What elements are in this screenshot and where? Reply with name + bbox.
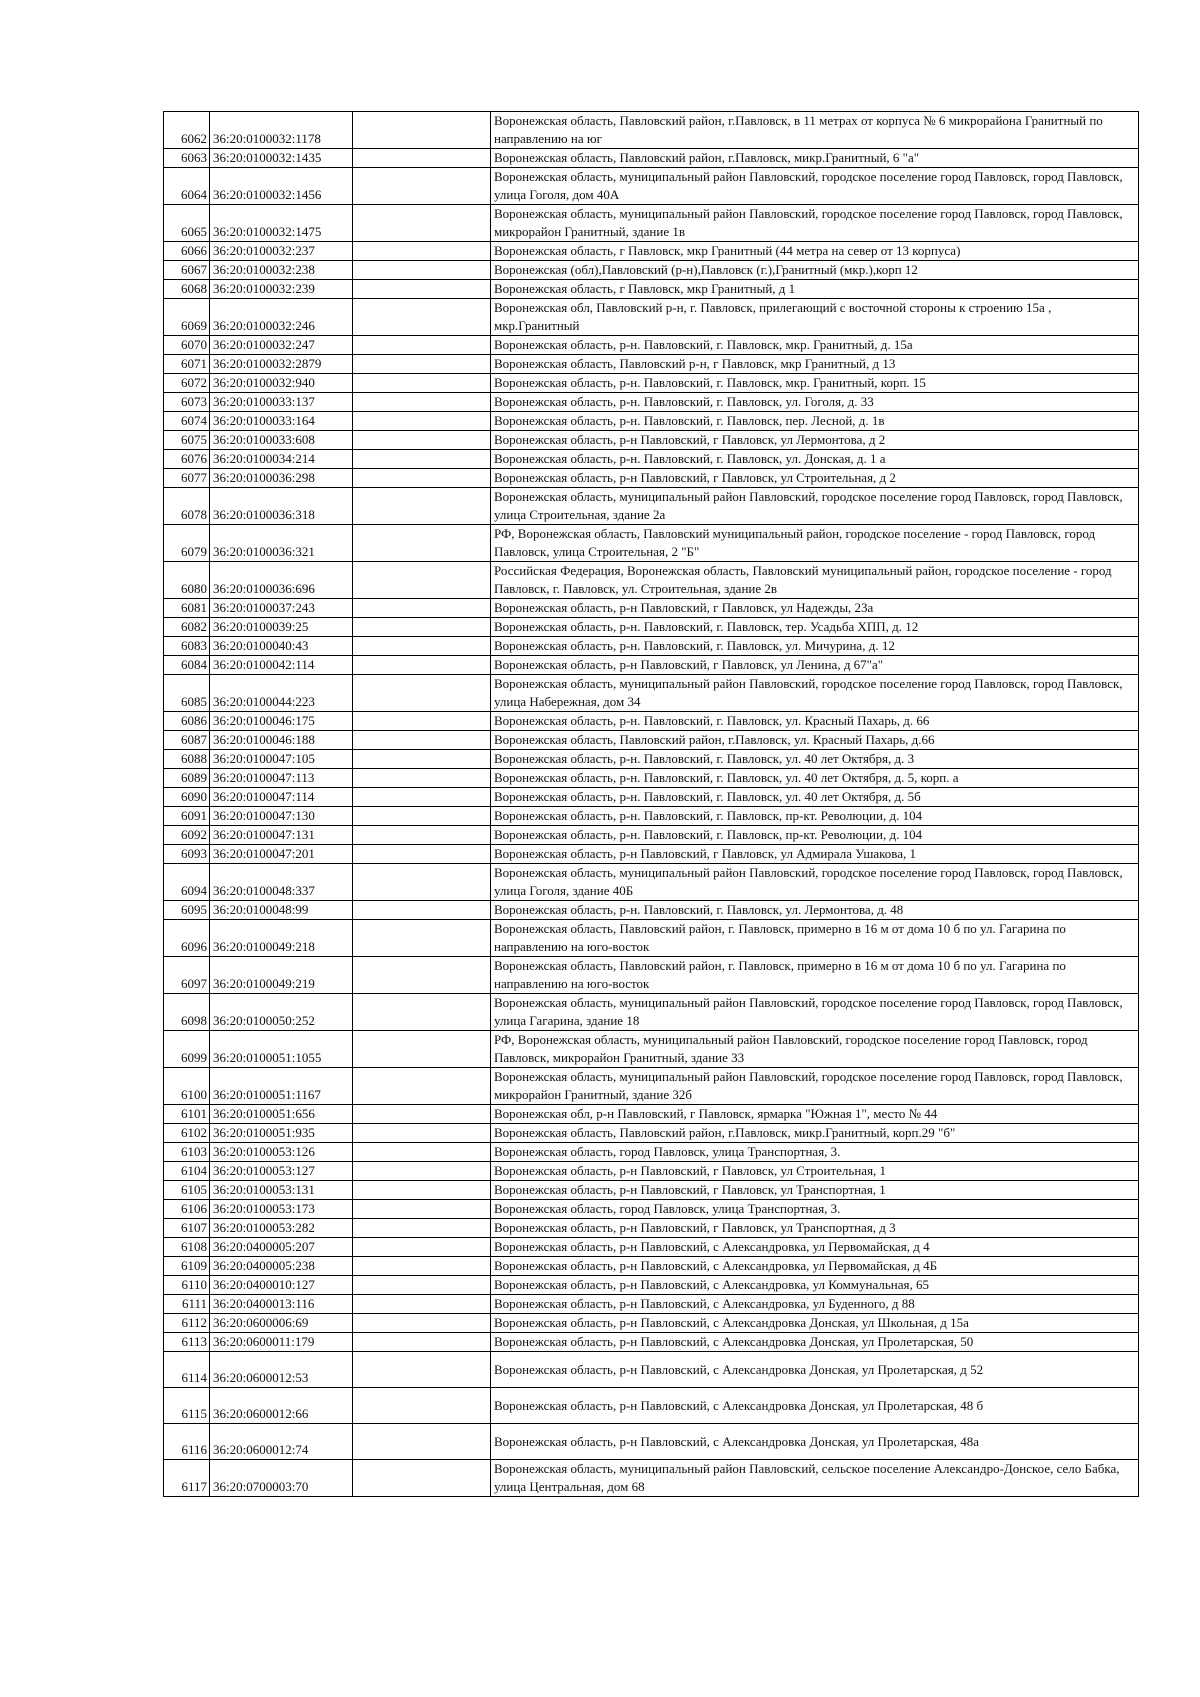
cadastral-number-cell: 36:20:0100033:137: [210, 393, 353, 412]
empty-cell: [353, 769, 491, 788]
empty-cell: [353, 1424, 491, 1460]
empty-cell: [353, 525, 491, 562]
empty-cell: [353, 280, 491, 299]
empty-cell: [353, 261, 491, 280]
empty-cell: [353, 1105, 491, 1124]
address-cell: Воронежская (обл),Павловский (р-н),Павловск (г.),Гранитный (мкр.),корп 12: [491, 261, 1139, 280]
row-number-cell: 6116: [164, 1424, 210, 1460]
table-row: [164, 1314, 1139, 1333]
table-row: [164, 1143, 1139, 1162]
address-cell: Воронежская область, муниципальный район Павловский, городское поселение город Павловск, город Павловск, улица Строительная, здание 2а: [491, 488, 1139, 525]
table-row: [164, 1031, 1139, 1068]
row-number-cell: 6087: [164, 731, 210, 750]
address-cell: Воронежская область, р-н. Павловский, г. Павловск, мкр. Гранитный, корп. 15: [491, 374, 1139, 393]
cadastral-number-cell: 36:20:0100032:1435: [210, 149, 353, 168]
address-cell: Воронежская область, р-н. Павловский, г. Павловск, ул. Лермонтова, д. 48: [491, 901, 1139, 920]
address-cell: Воронежская область, р-н Павловский, с Александровка, ул Коммунальная, 65: [491, 1276, 1139, 1295]
address-cell: Воронежская область, р-н. Павловский, г. Павловск, ул. 40 лет Октября, д. 3: [491, 750, 1139, 769]
address-cell: Воронежская область, р-н. Павловский, г. Павловск, пр-кт. Революции, д. 104: [491, 807, 1139, 826]
cadastral-number-cell: 36:20:0100049:218: [210, 920, 353, 957]
address-cell: Воронежская область, р-н Павловский, с Александровка, ул Первомайская, д 4Б: [491, 1257, 1139, 1276]
table-row: [164, 1388, 1139, 1424]
table-row: [164, 1333, 1139, 1352]
cadastral-table: [163, 111, 1139, 1497]
cadastral-number-cell: 36:20:0100051:1167: [210, 1068, 353, 1105]
table-row: [164, 731, 1139, 750]
address-cell: Воронежская область, р-н Павловский, г Павловск, ул Строительная, 1: [491, 1162, 1139, 1181]
cadastral-number-cell: 36:20:0100047:114: [210, 788, 353, 807]
cadastral-number-cell: 36:20:0100036:696: [210, 562, 353, 599]
row-number-cell: 6094: [164, 864, 210, 901]
cadastral-number-cell: 36:20:0100032:238: [210, 261, 353, 280]
row-number-cell: 6086: [164, 712, 210, 731]
empty-cell: [353, 1031, 491, 1068]
cadastral-number-cell: 36:20:0100042:114: [210, 656, 353, 675]
cadastral-number-cell: 36:20:0100046:175: [210, 712, 353, 731]
empty-cell: [353, 1352, 491, 1388]
table-row: [164, 1295, 1139, 1314]
empty-cell: [353, 637, 491, 656]
row-number-cell: 6113: [164, 1333, 210, 1352]
table-row: [164, 431, 1139, 450]
cadastral-number-cell: 36:20:0400010:127: [210, 1276, 353, 1295]
row-number-cell: 6090: [164, 788, 210, 807]
row-number-cell: 6105: [164, 1181, 210, 1200]
row-number-cell: 6083: [164, 637, 210, 656]
row-number-cell: 6081: [164, 599, 210, 618]
address-cell: Воронежская область, Павловский район, г.Павловск, в 11 метрах от корпуса № 6 микрорайона Гранитный по направлению на юг: [491, 112, 1139, 149]
row-number-cell: 6112: [164, 1314, 210, 1333]
address-cell: Воронежская область, р-н. Павловский, г. Павловск, ул. 40 лет Октября, д. 5б: [491, 788, 1139, 807]
cadastral-number-cell: 36:20:0100053:126: [210, 1143, 353, 1162]
table-row: [164, 450, 1139, 469]
empty-cell: [353, 618, 491, 637]
empty-cell: [353, 1295, 491, 1314]
table-row: [164, 845, 1139, 864]
table-row: [164, 826, 1139, 845]
row-number-cell: 6063: [164, 149, 210, 168]
cadastral-number-cell: 36:20:0100050:252: [210, 994, 353, 1031]
table-row: [164, 488, 1139, 525]
row-number-cell: 6067: [164, 261, 210, 280]
cadastral-number-cell: 36:20:0100048:99: [210, 901, 353, 920]
cadastral-number-cell: 36:20:0100051:935: [210, 1124, 353, 1143]
address-cell: Воронежская область, Павловский район, г. Павловск, примерно в 16 м от дома 10 б по ул. Гагарина по направлению на юго-восток: [491, 920, 1139, 957]
row-number-cell: 6110: [164, 1276, 210, 1295]
row-number-cell: 6077: [164, 469, 210, 488]
cadastral-number-cell: 36:20:0600012:66: [210, 1388, 353, 1424]
row-number-cell: 6104: [164, 1162, 210, 1181]
row-number-cell: 6100: [164, 1068, 210, 1105]
address-cell: Воронежская область, муниципальный район Павловский, городское поселение город Павловск, город Павловск, улица Набережная, дом 34: [491, 675, 1139, 712]
empty-cell: [353, 431, 491, 450]
cadastral-number-cell: 36:20:0100047:201: [210, 845, 353, 864]
address-cell: Воронежская область, р-н Павловский, с Александровка Донская, ул Пролетарская, д 52: [491, 1352, 1139, 1388]
table-row: [164, 807, 1139, 826]
cadastral-number-cell: 36:20:0100036:321: [210, 525, 353, 562]
address-cell: Воронежская область, Павловский район, г.Павловск, ул. Красный Пахарь, д.66: [491, 731, 1139, 750]
cadastral-number-cell: 36:20:0100044:223: [210, 675, 353, 712]
address-cell: Воронежская область, г Павловск, мкр Гранитный, д 1: [491, 280, 1139, 299]
address-cell: Воронежская область, р-н Павловский, г Павловск, ул Ленина, д 67"а": [491, 656, 1139, 675]
empty-cell: [353, 355, 491, 374]
row-number-cell: 6065: [164, 205, 210, 242]
empty-cell: [353, 299, 491, 336]
table-row: [164, 750, 1139, 769]
table-row: [164, 1068, 1139, 1105]
empty-cell: [353, 336, 491, 355]
cadastral-number-cell: 36:20:0100053:282: [210, 1219, 353, 1238]
address-cell: Воронежская область, р-н Павловский, с Александровка Донская, ул Пролетарская, 48 б: [491, 1388, 1139, 1424]
address-cell: Воронежская область, р-н Павловский, с Александровка, ул Буденного, д 88: [491, 1295, 1139, 1314]
empty-cell: [353, 374, 491, 393]
row-number-cell: 6117: [164, 1460, 210, 1497]
cadastral-number-cell: 36:20:0600006:69: [210, 1314, 353, 1333]
row-number-cell: 6106: [164, 1200, 210, 1219]
table-row: [164, 637, 1139, 656]
table-row: [164, 599, 1139, 618]
empty-cell: [353, 205, 491, 242]
table-row: [164, 299, 1139, 336]
table-row: [164, 261, 1139, 280]
row-number-cell: 6103: [164, 1143, 210, 1162]
empty-cell: [353, 1333, 491, 1352]
table-row: [164, 525, 1139, 562]
row-number-cell: 6111: [164, 1295, 210, 1314]
cadastral-number-cell: 36:20:0100053:131: [210, 1181, 353, 1200]
cadastral-number-cell: 36:20:0100036:318: [210, 488, 353, 525]
table-row: [164, 1424, 1139, 1460]
row-number-cell: 6088: [164, 750, 210, 769]
address-cell: Воронежская область, муниципальный район Павловский, городское поселение город Павловск, город Павловск, улица Гоголя, здание 40Б: [491, 864, 1139, 901]
table-row: [164, 205, 1139, 242]
table-row: [164, 1181, 1139, 1200]
empty-cell: [353, 656, 491, 675]
empty-cell: [353, 1257, 491, 1276]
cadastral-number-cell: 36:20:0100049:219: [210, 957, 353, 994]
empty-cell: [353, 731, 491, 750]
empty-cell: [353, 1238, 491, 1257]
empty-cell: [353, 826, 491, 845]
address-cell: Воронежская область, р-н Павловский, г Павловск, ул Адмирала Ушакова, 1: [491, 845, 1139, 864]
cadastral-number-cell: 36:20:0100039:25: [210, 618, 353, 637]
table-row: [164, 412, 1139, 431]
cadastral-number-cell: 36:20:0100032:1178: [210, 112, 353, 149]
cadastral-number-cell: 36:20:0100032:247: [210, 336, 353, 355]
row-number-cell: 6082: [164, 618, 210, 637]
empty-cell: [353, 845, 491, 864]
address-cell: Воронежская область, р-н Павловский, с Александровка Донская, ул Школьная, д 15а: [491, 1314, 1139, 1333]
cadastral-number-cell: 36:20:0400013:116: [210, 1295, 353, 1314]
row-number-cell: 6071: [164, 355, 210, 374]
cadastral-number-cell: 36:20:0100033:608: [210, 431, 353, 450]
row-number-cell: 6098: [164, 994, 210, 1031]
cadastral-number-cell: 36:20:0100032:237: [210, 242, 353, 261]
table-row: [164, 920, 1139, 957]
address-cell: Воронежская область, р-н Павловский, г Павловск, ул Транспортная, д 3: [491, 1219, 1139, 1238]
table-row: [164, 788, 1139, 807]
address-cell: Воронежская область, муниципальный район Павловский, городское поселение город Павловск, город Павловск, микрорайон Гранитный, здание 32б: [491, 1068, 1139, 1105]
cadastral-number-cell: 36:20:0100032:940: [210, 374, 353, 393]
empty-cell: [353, 994, 491, 1031]
cadastral-number-cell: 36:20:0100051:1055: [210, 1031, 353, 1068]
table-row: [164, 675, 1139, 712]
cadastral-number-cell: 36:20:0100033:164: [210, 412, 353, 431]
empty-cell: [353, 562, 491, 599]
empty-cell: [353, 675, 491, 712]
row-number-cell: 6066: [164, 242, 210, 261]
address-cell: Воронежская область, р-н. Павловский, г. Павловск, пер. Лесной, д. 1в: [491, 412, 1139, 431]
empty-cell: [353, 488, 491, 525]
table-row: [164, 168, 1139, 205]
cadastral-number-cell: 36:20:0600011:179: [210, 1333, 353, 1352]
address-cell: Воронежская область, муниципальный район Павловский, городское поселение город Павловск, город Павловск, улица Гоголя, дом 40А: [491, 168, 1139, 205]
table-row: [164, 1162, 1139, 1181]
address-cell: Воронежская область, р-н Павловский, г Павловск, ул Строительная, д 2: [491, 469, 1139, 488]
cadastral-number-cell: 36:20:0100047:113: [210, 769, 353, 788]
address-cell: Воронежская область, Павловский район, г.Павловск, микр.Гранитный, 6 "а": [491, 149, 1139, 168]
cadastral-number-cell: 36:20:0100046:188: [210, 731, 353, 750]
table-row: [164, 656, 1139, 675]
address-cell: Воронежская обл, Павловский р-н, г. Павловск, прилегающий с восточной стороны к строению 15а , мкр.Гранитный: [491, 299, 1139, 336]
table-row: [164, 1124, 1139, 1143]
empty-cell: [353, 1276, 491, 1295]
cadastral-number-cell: 36:20:0100053:173: [210, 1200, 353, 1219]
row-number-cell: 6078: [164, 488, 210, 525]
empty-cell: [353, 1181, 491, 1200]
empty-cell: [353, 450, 491, 469]
empty-cell: [353, 1124, 491, 1143]
row-number-cell: 6099: [164, 1031, 210, 1068]
address-cell: Воронежская область, муниципальный район Павловский, сельское поселение Александро-Донское, село Бабка, улица Центральная, дом 68: [491, 1460, 1139, 1497]
address-cell: Воронежская область, р-н. Павловский, г. Павловск, ул. Гоголя, д. 33: [491, 393, 1139, 412]
table-row: [164, 280, 1139, 299]
empty-cell: [353, 864, 491, 901]
table-row: [164, 1352, 1139, 1388]
cadastral-number-cell: 36:20:0600012:53: [210, 1352, 353, 1388]
address-cell: Воронежская область, муниципальный район Павловский, городское поселение город Павловск, город Павловск, улица Гагарина, здание 18: [491, 994, 1139, 1031]
empty-cell: [353, 168, 491, 205]
row-number-cell: 6079: [164, 525, 210, 562]
address-cell: Воронежская область, Павловский район, г. Павловск, примерно в 16 м от дома 10 б по ул. Гагарина по направлению на юго-восток: [491, 957, 1139, 994]
row-number-cell: 6064: [164, 168, 210, 205]
row-number-cell: 6095: [164, 901, 210, 920]
empty-cell: [353, 393, 491, 412]
empty-cell: [353, 1143, 491, 1162]
address-cell: РФ, Воронежская область, муниципальный район Павловский, городское поселение город Павловск, город Павловск, микрорайон Гранитный, здание 33: [491, 1031, 1139, 1068]
table-row: [164, 1238, 1139, 1257]
row-number-cell: 6097: [164, 957, 210, 994]
empty-cell: [353, 920, 491, 957]
cadastral-number-cell: 36:20:0100048:337: [210, 864, 353, 901]
cadastral-number-cell: 36:20:0100037:243: [210, 599, 353, 618]
address-cell: Воронежская область, р-н Павловский, с Александровка, ул Первомайская, д 4: [491, 1238, 1139, 1257]
empty-cell: [353, 1068, 491, 1105]
address-cell: Российская Федерация, Воронежская область, Павловский муниципальный район, городское поселение - город Павловск, г. Павловск, ул. Строительная, здание 2в: [491, 562, 1139, 599]
address-cell: Воронежская область, р-н. Павловский, г. Павловск, пр-кт. Революции, д. 104: [491, 826, 1139, 845]
address-cell: Воронежская область, город Павловск, улица Транспортная, 3.: [491, 1143, 1139, 1162]
table-row: [164, 864, 1139, 901]
empty-cell: [353, 750, 491, 769]
empty-cell: [353, 1388, 491, 1424]
cadastral-number-cell: 36:20:0700003:70: [210, 1460, 353, 1497]
cadastral-number-cell: 36:20:0100032:1475: [210, 205, 353, 242]
empty-cell: [353, 901, 491, 920]
cadastral-number-cell: 36:20:0400005:238: [210, 1257, 353, 1276]
table-row: [164, 336, 1139, 355]
row-number-cell: 6107: [164, 1219, 210, 1238]
table-row: [164, 1460, 1139, 1497]
table-row: [164, 112, 1139, 149]
table-row: [164, 374, 1139, 393]
address-cell: Воронежская область, р-н. Павловский, г. Павловск, ул. 40 лет Октября, д. 5, корп. а: [491, 769, 1139, 788]
row-number-cell: 6108: [164, 1238, 210, 1257]
cadastral-number-cell: 36:20:0100053:127: [210, 1162, 353, 1181]
row-number-cell: 6073: [164, 393, 210, 412]
address-cell: Воронежская область, р-н. Павловский, г. Павловск, мкр. Гранитный, д. 15а: [491, 336, 1139, 355]
row-number-cell: 6115: [164, 1388, 210, 1424]
table-row: [164, 149, 1139, 168]
empty-cell: [353, 599, 491, 618]
row-number-cell: 6089: [164, 769, 210, 788]
empty-cell: [353, 712, 491, 731]
address-cell: РФ, Воронежская область, Павловский муниципальный район, городское поселение - город Павловск, город Павловск, улица Строительная, 2 "Б": [491, 525, 1139, 562]
cadastral-number-cell: 36:20:0100047:131: [210, 826, 353, 845]
address-cell: Воронежская область, город Павловск, улица Транспортная, 3.: [491, 1200, 1139, 1219]
address-cell: Воронежская область, Павловский р-н, г Павловск, мкр Гранитный, д 13: [491, 355, 1139, 374]
cadastral-number-cell: 36:20:0600012:74: [210, 1424, 353, 1460]
row-number-cell: 6074: [164, 412, 210, 431]
empty-cell: [353, 957, 491, 994]
row-number-cell: 6072: [164, 374, 210, 393]
table-body: [164, 112, 1139, 1497]
empty-cell: [353, 788, 491, 807]
address-cell: Воронежская область, р-н. Павловский, г. Павловск, ул. Красный Пахарь, д. 66: [491, 712, 1139, 731]
table-row: [164, 1276, 1139, 1295]
address-cell: Воронежская область, муниципальный район Павловский, городское поселение город Павловск, город Павловск, микрорайон Гранитный, здание 1в: [491, 205, 1139, 242]
row-number-cell: 6062: [164, 112, 210, 149]
row-number-cell: 6069: [164, 299, 210, 336]
table-row: [164, 769, 1139, 788]
row-number-cell: 6096: [164, 920, 210, 957]
cadastral-number-cell: 36:20:0100032:1456: [210, 168, 353, 205]
row-number-cell: 6114: [164, 1352, 210, 1388]
address-cell: Воронежская область, р-н Павловский, г Павловск, ул Транспортная, 1: [491, 1181, 1139, 1200]
empty-cell: [353, 469, 491, 488]
table-row: [164, 562, 1139, 599]
table-row: [164, 1257, 1139, 1276]
row-number-cell: 6092: [164, 826, 210, 845]
table-row: [164, 994, 1139, 1031]
table-row: [164, 712, 1139, 731]
cadastral-number-cell: 36:20:0100047:105: [210, 750, 353, 769]
address-cell: Воронежская область, р-н Павловский, с Александровка Донская, ул Пролетарская, 48а: [491, 1424, 1139, 1460]
empty-cell: [353, 149, 491, 168]
row-number-cell: 6085: [164, 675, 210, 712]
empty-cell: [353, 242, 491, 261]
empty-cell: [353, 112, 491, 149]
address-cell: Воронежская область, Павловский район, г.Павловск, микр.Гранитный, корп.29 "б": [491, 1124, 1139, 1143]
address-cell: Воронежская область, р-н. Павловский, г. Павловск, тер. Усадьба ХПП, д. 12: [491, 618, 1139, 637]
empty-cell: [353, 412, 491, 431]
cadastral-number-cell: 36:20:0100040:43: [210, 637, 353, 656]
empty-cell: [353, 807, 491, 826]
empty-cell: [353, 1314, 491, 1333]
row-number-cell: 6093: [164, 845, 210, 864]
cadastral-number-cell: 36:20:0100047:130: [210, 807, 353, 826]
row-number-cell: 6070: [164, 336, 210, 355]
row-number-cell: 6075: [164, 431, 210, 450]
cadastral-number-cell: 36:20:0400005:207: [210, 1238, 353, 1257]
empty-cell: [353, 1219, 491, 1238]
empty-cell: [353, 1162, 491, 1181]
cadastral-number-cell: 36:20:0100036:298: [210, 469, 353, 488]
address-cell: Воронежская область, р-н. Павловский, г. Павловск, ул. Донская, д. 1 а: [491, 450, 1139, 469]
cadastral-number-cell: 36:20:0100032:2879: [210, 355, 353, 374]
row-number-cell: 6080: [164, 562, 210, 599]
row-number-cell: 6076: [164, 450, 210, 469]
address-cell: Воронежская область, р-н Павловский, с Александровка Донская, ул Пролетарская, 50: [491, 1333, 1139, 1352]
empty-cell: [353, 1200, 491, 1219]
table-row: [164, 1200, 1139, 1219]
table-row: [164, 901, 1139, 920]
address-cell: Воронежская обл, р-н Павловский, г Павловск, ярмарка "Южная 1", место № 44: [491, 1105, 1139, 1124]
table-row: [164, 1219, 1139, 1238]
row-number-cell: 6084: [164, 656, 210, 675]
row-number-cell: 6091: [164, 807, 210, 826]
cadastral-number-cell: 36:20:0100051:656: [210, 1105, 353, 1124]
table-row: [164, 1105, 1139, 1124]
address-cell: Воронежская область, р-н Павловский, г Павловск, ул Лермонтова, д 2: [491, 431, 1139, 450]
table-row: [164, 355, 1139, 374]
address-cell: Воронежская область, г Павловск, мкр Гранитный (44 метра на север от 13 корпуса): [491, 242, 1139, 261]
row-number-cell: 6102: [164, 1124, 210, 1143]
empty-cell: [353, 1460, 491, 1497]
table-row: [164, 393, 1139, 412]
table-row: [164, 242, 1139, 261]
cadastral-number-cell: 36:20:0100032:246: [210, 299, 353, 336]
row-number-cell: 6101: [164, 1105, 210, 1124]
cadastral-number-cell: 36:20:0100032:239: [210, 280, 353, 299]
row-number-cell: 6109: [164, 1257, 210, 1276]
row-number-cell: 6068: [164, 280, 210, 299]
table-row: [164, 618, 1139, 637]
address-cell: Воронежская область, р-н. Павловский, г. Павловск, ул. Мичурина, д. 12: [491, 637, 1139, 656]
table-row: [164, 469, 1139, 488]
cadastral-number-cell: 36:20:0100034:214: [210, 450, 353, 469]
address-cell: Воронежская область, р-н Павловский, г Павловск, ул Надежды, 23а: [491, 599, 1139, 618]
table-row: [164, 957, 1139, 994]
